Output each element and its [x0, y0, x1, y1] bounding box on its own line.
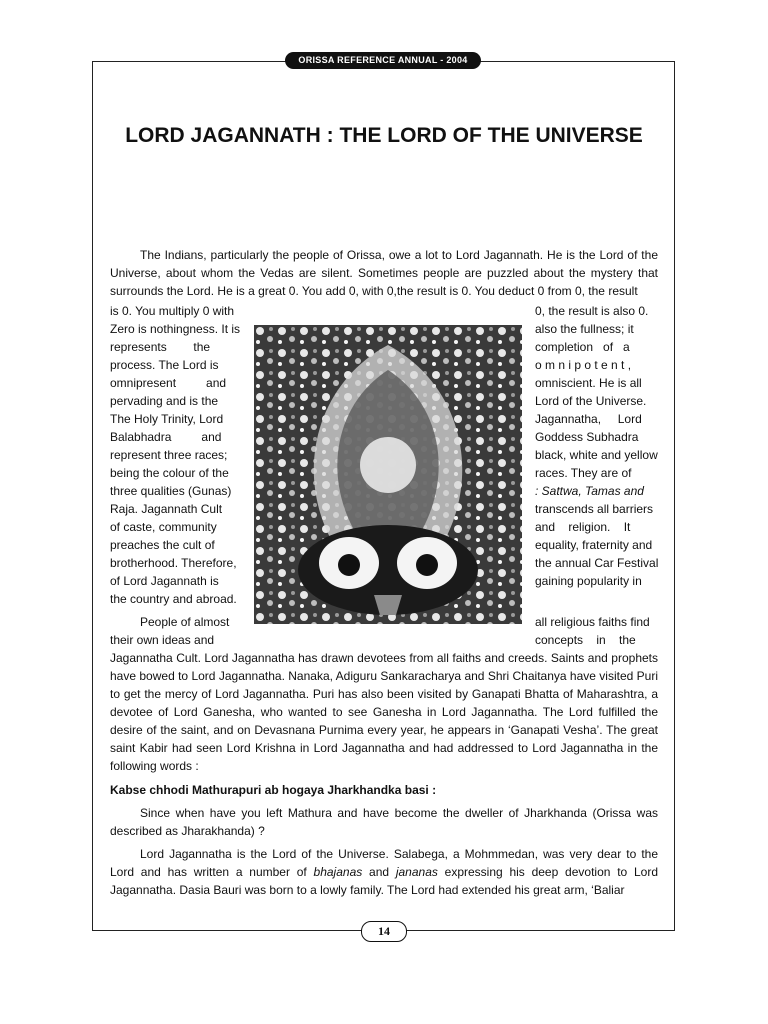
left-line: omnipresent and: [110, 376, 227, 390]
left-line: process. The Lord is: [110, 358, 219, 372]
left-line: being the colour of the: [110, 466, 229, 480]
left-line: pervading and is the: [110, 394, 219, 408]
left-line: represents the: [110, 340, 211, 354]
paragraph-salabega: [110, 845, 658, 899]
paragraph-intro: The Indians, particularly the people of Orissa, owe a lot to Lord Jagannath. He is the Lord of the Universe, about whom the Vedas are silent. Sometimes people are puzzled about the mystery that surrounds the Lord. He is a great 0. You add 0, with 0,the result is 0. You deduct 0 from 0, the result: [110, 248, 658, 298]
jananas-term: jananas: [395, 865, 438, 879]
left-column: [110, 302, 240, 608]
left-line: The Holy Trinity, Lord: [110, 412, 224, 426]
left-column-lower: [110, 613, 250, 649]
paragraph-translation: Since when have you left Mathura and have become the dweller of Jharkhanda (Orissa was described as Jharakhanda) ?: [110, 806, 658, 838]
left-line: represent three races;: [110, 448, 228, 462]
right-line: the annual Car Festival: [535, 556, 659, 570]
page-number: 14: [361, 921, 407, 942]
left-line: three qualities (Gunas): [110, 484, 232, 498]
right-line: 0, the result is also 0.: [535, 304, 649, 318]
left-line: the country and abroad.: [110, 592, 237, 606]
right-line: Lord of the Universe.: [535, 394, 647, 408]
paragraph-saints: Jagannatha Cult. Lord Jagannatha has drawn devotees from all faiths and creeds. Saints and prophets have bowed to Lord Jagannatha. Nanaka, Adiguru Sankaracharya and Shri Chaitanya have visited Puri to get the mercy of Lord Jagannatha. Puri has also been visited by Ganapati Bhatta of Maharashtra, a devotee of Lord Ganesha, who wanted to see Ganesha in Lord Jagannatha. The Lord fulfilled the desire of the saint, and on Devasnana Purnima every year, he appears in ‘Ganapati Vesha’. The great saint Kabir had seen Lord Krishna in Lord Jagannatha and had addressed to Lord Jagannatha in the following words :: [110, 651, 658, 773]
right-line: races. They are of: [535, 466, 632, 480]
left-line: Raja. Jagannath Cult: [110, 502, 223, 516]
left-line: of caste, community: [110, 520, 217, 534]
right-line: omniscient. He is all: [535, 376, 642, 390]
kabir-quote: Kabse chhodi Mathurapuri ab hogaya Jharkhandka basi :: [110, 783, 437, 797]
right-column: [535, 302, 659, 590]
left-line: People of almost: [140, 615, 230, 629]
left-line: Balabhadra and: [110, 430, 222, 444]
salabega-text-3: expressing his deep devotion to Lord Jagannatha. Dasia Bauri was born to a lowly family. The Lord had extended his great arm, ‘Baliar: [110, 865, 658, 897]
left-line: their own ideas and: [110, 633, 215, 647]
right-column-lower: [535, 613, 659, 649]
left-line: preaches the cult of: [110, 538, 215, 552]
right-line: concepts in the: [535, 633, 636, 647]
salabega-text: Lord Jagannatha is the Lord of the Universe. Salabega, a Mohmmedan, was very dear to the Lord and has written a number of: [110, 847, 658, 879]
right-line: o m n i p o t e n t ,: [535, 358, 632, 372]
left-line: of Lord Jagannath is: [110, 574, 219, 588]
jagannath-photo: [254, 325, 522, 624]
right-line: gaining popularity in: [535, 574, 642, 588]
right-line: transcends all barriers: [535, 502, 654, 516]
left-line: is 0. You multiply 0 with: [110, 304, 235, 318]
left-line: brotherhood. Therefore,: [110, 556, 237, 570]
right-line: Jagannatha, Lord: [535, 412, 642, 426]
right-line: equality, fraternity and: [535, 538, 653, 552]
bhajanas-term: bhajanas: [313, 865, 363, 879]
right-line: Goddess Subhadra: [535, 430, 639, 444]
right-line: completion of a: [535, 340, 630, 354]
left-line: Zero is nothingness. It is: [110, 322, 241, 336]
running-header: ORISSA REFERENCE ANNUAL - 2004: [285, 52, 481, 69]
right-line: all religious faiths find: [535, 615, 650, 629]
right-line: black, white and yellow: [535, 448, 658, 462]
right-line: : Sattwa, Tamas and: [535, 484, 644, 498]
salabega-text-2: and: [362, 865, 396, 879]
right-line: also the fullness; it: [535, 322, 634, 336]
article-title: LORD JAGANNATH : THE LORD OF THE UNIVERSE: [125, 124, 643, 147]
right-line: and religion. It: [535, 520, 631, 534]
